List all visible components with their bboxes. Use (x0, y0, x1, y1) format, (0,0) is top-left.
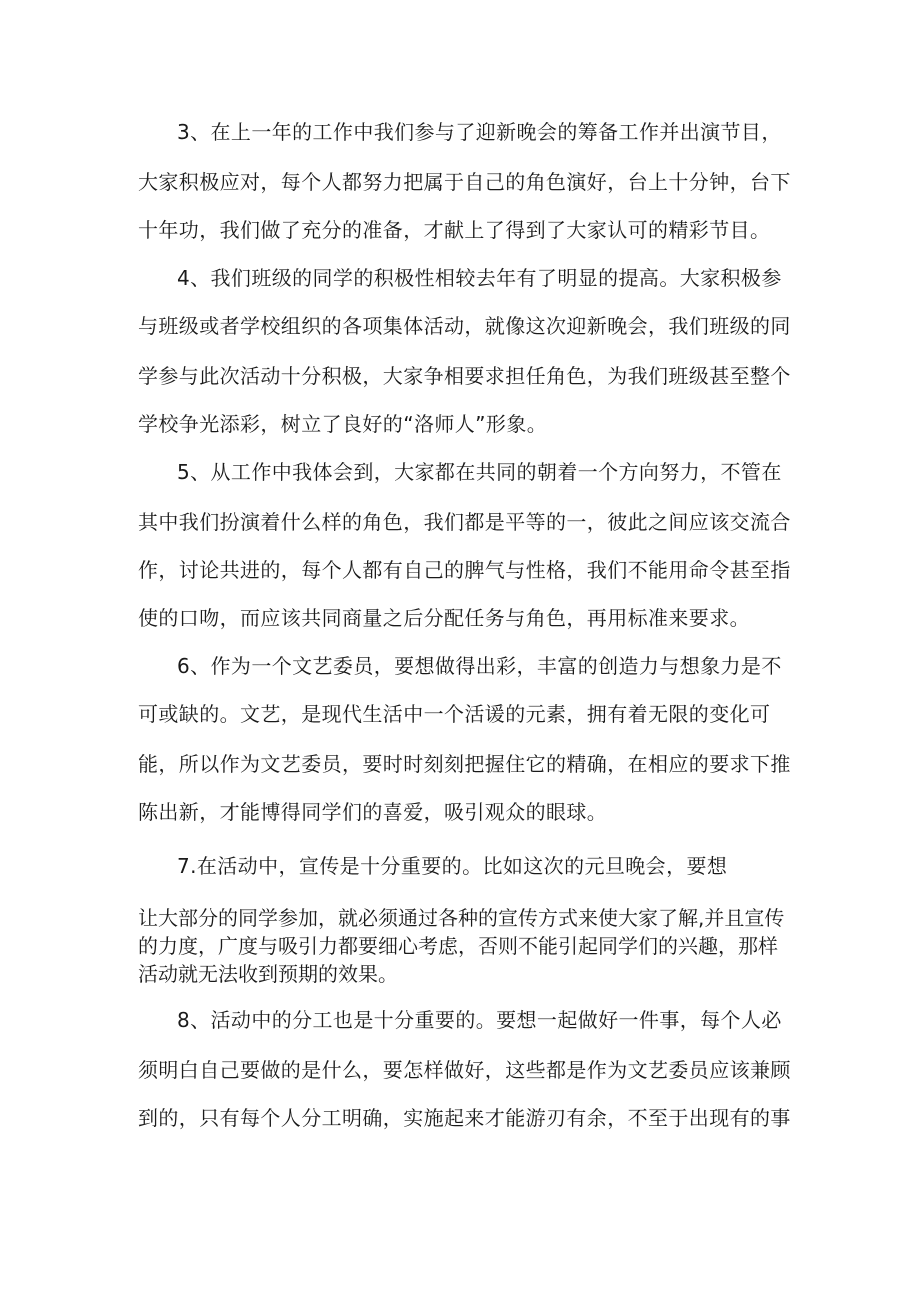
paragraph-4-line-3: 学参与此次活动十分积极，大家争相要求担任角色，为我们班级甚至整个 (138, 364, 791, 388)
paragraph-6-line-1: 6、作为一个文艺委员，要想做得出彩，丰富的创造力与想象力是不 (177, 654, 782, 678)
paragraph-5-line-1: 5、从工作中我体会到，大家都在共同的朝着一个方向努力，不管在 (177, 460, 782, 484)
paragraph-6-line-3: 能，所以作为文艺委员，要时时刻刻把握住它的精确，在相应的要求下推 (138, 752, 791, 776)
paragraph-8-line-1: 8、活动中的分工也是十分重要的。要想一起做好一件事，每个人必 (177, 1008, 782, 1032)
paragraph-8-line-3: 到的，只有每个人分工明确，实施起来才能游刃有余，不至于出现有的事 (138, 1106, 791, 1130)
paragraph-4-line-4: 学校争光添彩，树立了良好的“洛师人”形象。 (138, 412, 548, 436)
paragraph-4-line-1: 4、我们班级的同学的积极性相较去年有了明显的提高。大家积极参 (177, 266, 782, 290)
paragraph-3-line-1: 3、在上一年的工作中我们参与了迎新晚会的筹备工作并出演节目， (177, 120, 782, 144)
paragraph-6-line-4: 陈出新，才能博得同学们的喜爱，吸引观众的眼球。 (138, 800, 608, 824)
paragraph-4-line-2: 与班级或者学校组织的各项集体活动，就像这次迎新晚会，我们班级的同 (138, 314, 791, 338)
paragraph-7-line-3: 的力度，广度与吸引力都要细心考虑，否则不能引起同学们的兴趣，那样 (138, 934, 778, 958)
paragraph-7-line-4: 活动就无法收到预期的效果。 (138, 962, 398, 986)
paragraph-7-line-2: 让大部分的同学参加，就必须通过各种的宣传方式来使大家了解,并且宣传 (138, 906, 785, 930)
paragraph-3-line-2: 大家积极应对，每个人都努力把属于自己的角色演好，台上十分钟，台下 (138, 170, 791, 194)
paragraph-7-line-1: 7.在活动中，宣传是十分重要的。比如这次的元旦晚会，要想 (177, 854, 728, 878)
paragraph-5-line-2: 其中我们扮演着什么样的角色，我们都是平等的一，彼此之间应该交流合 (138, 510, 791, 534)
paragraph-5-line-4: 使的口吻，而应该共同商量之后分配任务与角色，再用标准来要求。 (138, 606, 750, 630)
paragraph-5-line-3: 作，讨论共进的，每个人都有自己的脾气与性格，我们不能用命令甚至指 (138, 558, 791, 582)
paragraph-6-line-2: 可或缺的。文艺，是现代生活中一个活谖的元素，拥有着无限的变化可 (138, 702, 771, 726)
paragraph-8-line-2: 须明白自己要做的是什么，要怎样做好，这些都是作为文艺委员应该兼顾 (138, 1058, 791, 1082)
paragraph-3-line-3: 十年功，我们做了充分的准备，才献上了得到了大家认可的精彩节目。 (138, 218, 771, 242)
